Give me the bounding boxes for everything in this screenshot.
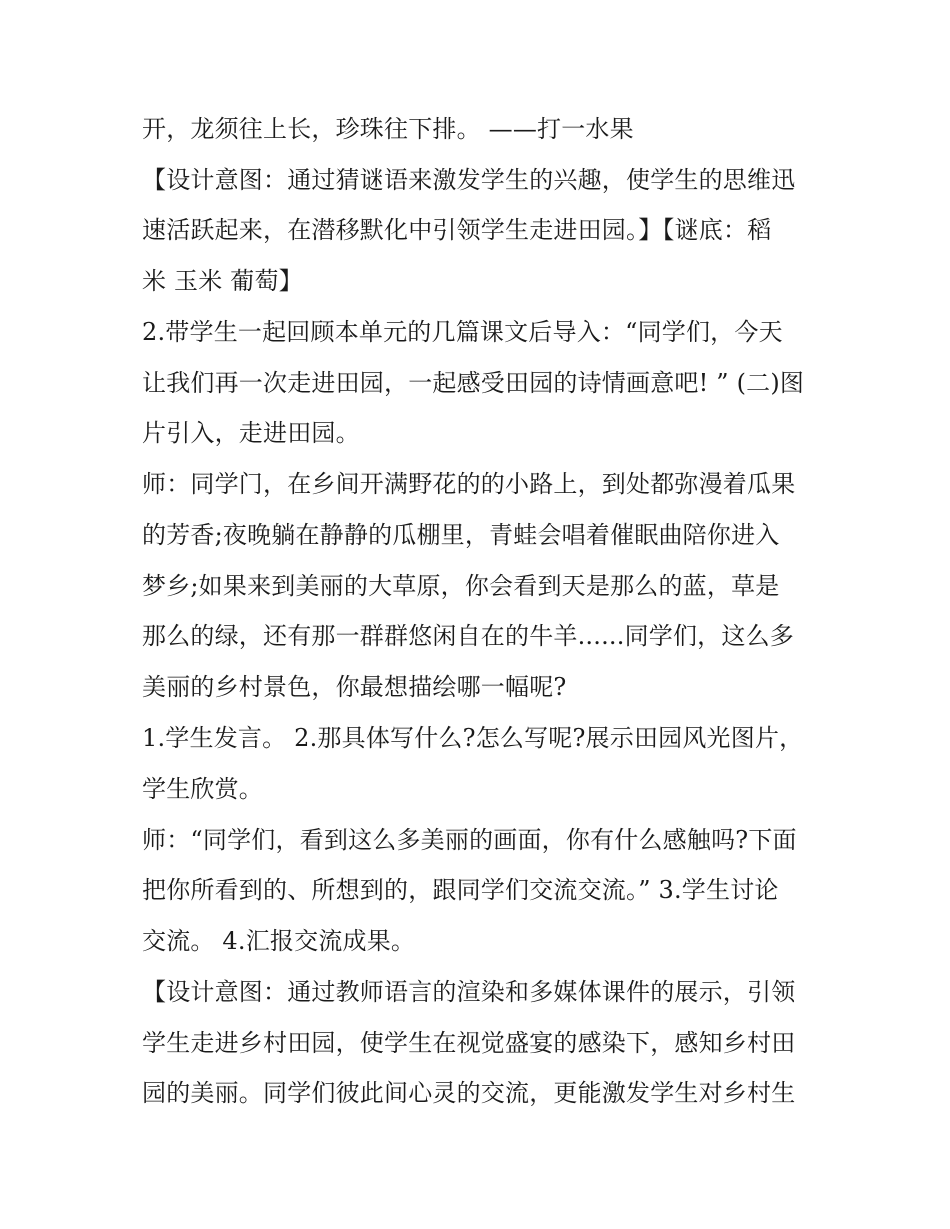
text-line: 学生欣赏。 (142, 775, 263, 803)
text-line: 开，龙须往上长，珍珠往下排。 ——打一水果 (142, 115, 634, 143)
text-line: 【设计意图：通过教师语言的渲染和多媒体课件的展示，引领 (142, 978, 796, 1006)
text-line: 2.带学生一起回顾本单元的几篇课文后导入：“同学们，今天 (142, 318, 783, 346)
text-line: 1.学生发言。 2.那具体写什么?怎么写呢?展示田园风光图片， (142, 724, 804, 752)
text-line: 师：“同学们，看到这么多美丽的画面，你有什么感触吗?下面 (142, 826, 797, 854)
text-line: 梦乡;如果来到美丽的大草原，你会看到天是那么的蓝，草是 (142, 572, 780, 600)
text-line: 让我们再一次走进田园，一起感受田园的诗情画意吧! ” (二)图 (142, 369, 805, 397)
text-line: 师：同学门，在乡间开满野花的的小路上，到处都弥漫着瓜果 (142, 470, 796, 498)
text-line: 【设计意图：通过猜谜语来激发学生的兴趣，使学生的思维迅 (142, 166, 796, 194)
text-line: 片引入，走进田园。 (142, 419, 360, 447)
text-line: 米 玉米 葡萄】 (142, 267, 303, 295)
text-line: 学生走进乡村田园，使学生在视觉盛宴的感染下，感知乡村田 (142, 1029, 796, 1057)
text-line: 那么的绿，还有那一群群悠闲自在的牛羊......同学们，这么多 (142, 622, 794, 650)
text-line: 速活跃起来，在潜移默化中引领学生走进田园。】【谜底：稻 (142, 216, 772, 244)
text-line: 园的美丽。同学们彼此间心灵的交流，更能激发学生对乡村生 (142, 1079, 796, 1107)
text-line: 把你所看到的、所想到的，跟同学们交流交流。” 3.学生讨论 (142, 876, 779, 904)
text-line: 的芳香;夜晚躺在静静的瓜棚里，青蛙会唱着催眠曲陪你进入 (142, 521, 780, 549)
text-line: 美丽的乡村景色，你最想描绘哪一幅呢? (142, 673, 567, 701)
text-line: 交流。 4.汇报交流成果。 (142, 927, 416, 955)
